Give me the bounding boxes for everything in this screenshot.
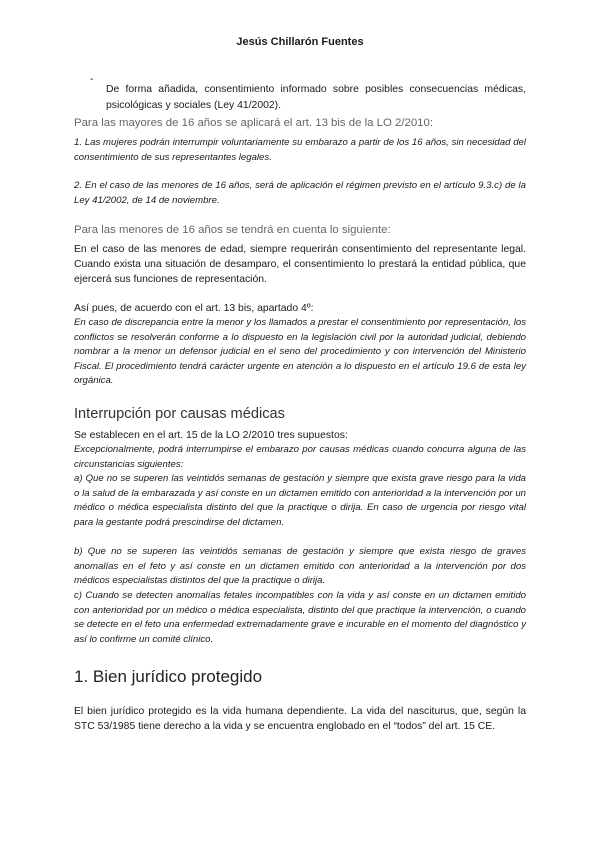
intro-bullet-text: De forma añadida, consentimiento informado sobre posibles consecuencias médicas, psicológicas y sociales (Ley 41/2002). <box>106 84 526 111</box>
bien-juridico-body: El bien jurídico protegido es la vida humana dependiente. La vida del nasciturus, que, según la STC 53/1985 tiene derecho a la vida y se encuentra englobado en el “todos” del art. 15 CE. <box>74 706 526 733</box>
medical-case-b: b) Que no se superen las veintidós semanas de gestación y siempre que exista riesgo de graves anomalías en el feto y así conste en un dictamen emitido con anterioridad a la intervención por dos médicos especialistas distintos del que la practique o dirija. <box>74 546 526 587</box>
medical-intro: Se establecen en el art. 15 de la LO 2/2010 tres supuestos: <box>74 430 348 441</box>
quote-point-1: 1. Las mujeres podrán interrumpir voluntariamente su embarazo a partir de los 16 años, sin necesidad del consentimiento de sus representantes legales. <box>74 137 526 163</box>
page-header-author: Jesús Chillarón Fuentes <box>236 36 364 48</box>
under16-body: En el caso de las menores de edad, siempre requerirán consentimiento del representante legal. Cuando exista una situación de desamparo, el consentimiento lo prestará la entidad pública, que ejercerá sus funciones de representación. <box>74 244 526 286</box>
medical-case-c: c) Cuando se detecten anomalías fetales incompatibles con la vida y así conste en un dictamen emitido con anterioridad por un médico o médica especialista, distinto del que practique la intervención, o cuando se detecte en el feto una enfermedad extremadamente grave e incurable en el momento del diagnóstico y así lo confirme un comité clínico. <box>74 590 526 645</box>
under16-intro: Así pues, de acuerdo con el art. 13 bis, apartado 4º: <box>74 303 314 314</box>
medical-quote-intro: Excepcionalmente, podrá interrumpirse el embarazo por causas médicas cuando concurra alguna de las circunstancias siguientes: <box>74 444 526 470</box>
bullet-marker: - <box>90 74 94 85</box>
under16-quote: En caso de discrepancia entre la menor y los llamados a prestar el consentimiento por representación, los conflictos se resolverán conforme a lo dispuesto en la legislación civil por la autoridad judicial, debiendo nombrar a la menor un defensor judicial en el seno del procedimiento y con intervención del Ministerio Fiscal. El procedimiento tendrá carácter urgente en atención a lo dispuesto en el artículo 19.6 de esta ley orgánica. <box>74 317 526 387</box>
subheading-over16: Para las mayores de 16 años se aplicará el art. 13 bis de la LO 2/2010: <box>74 117 434 129</box>
quote-point-2: 2. En el caso de las menores de 16 años, será de aplicación el régimen previsto en el artículo 9.3.c) de la Ley 41/2002, de 14 de noviembre. <box>74 180 526 206</box>
heading-bien-juridico: 1. Bien jurídico protegido <box>74 667 263 686</box>
heading-causas-medicas: Interrupción por causas médicas <box>74 406 285 422</box>
subheading-under16: Para las menores de 16 años se tendrá en cuenta lo siguiente: <box>74 224 391 236</box>
medical-case-a: a) Que no se superen las veintidós semanas de gestación y siempre que exista grave riesgo para la vida o la salud de la embarazada y así conste en un dictamen emitido con anterioridad a la intervención por un médico o médica especialista distinto del que la practique o dirija. En caso de urgencia por riesgo vital para la gestante podrá prescindirse del dictamen. <box>74 473 526 528</box>
